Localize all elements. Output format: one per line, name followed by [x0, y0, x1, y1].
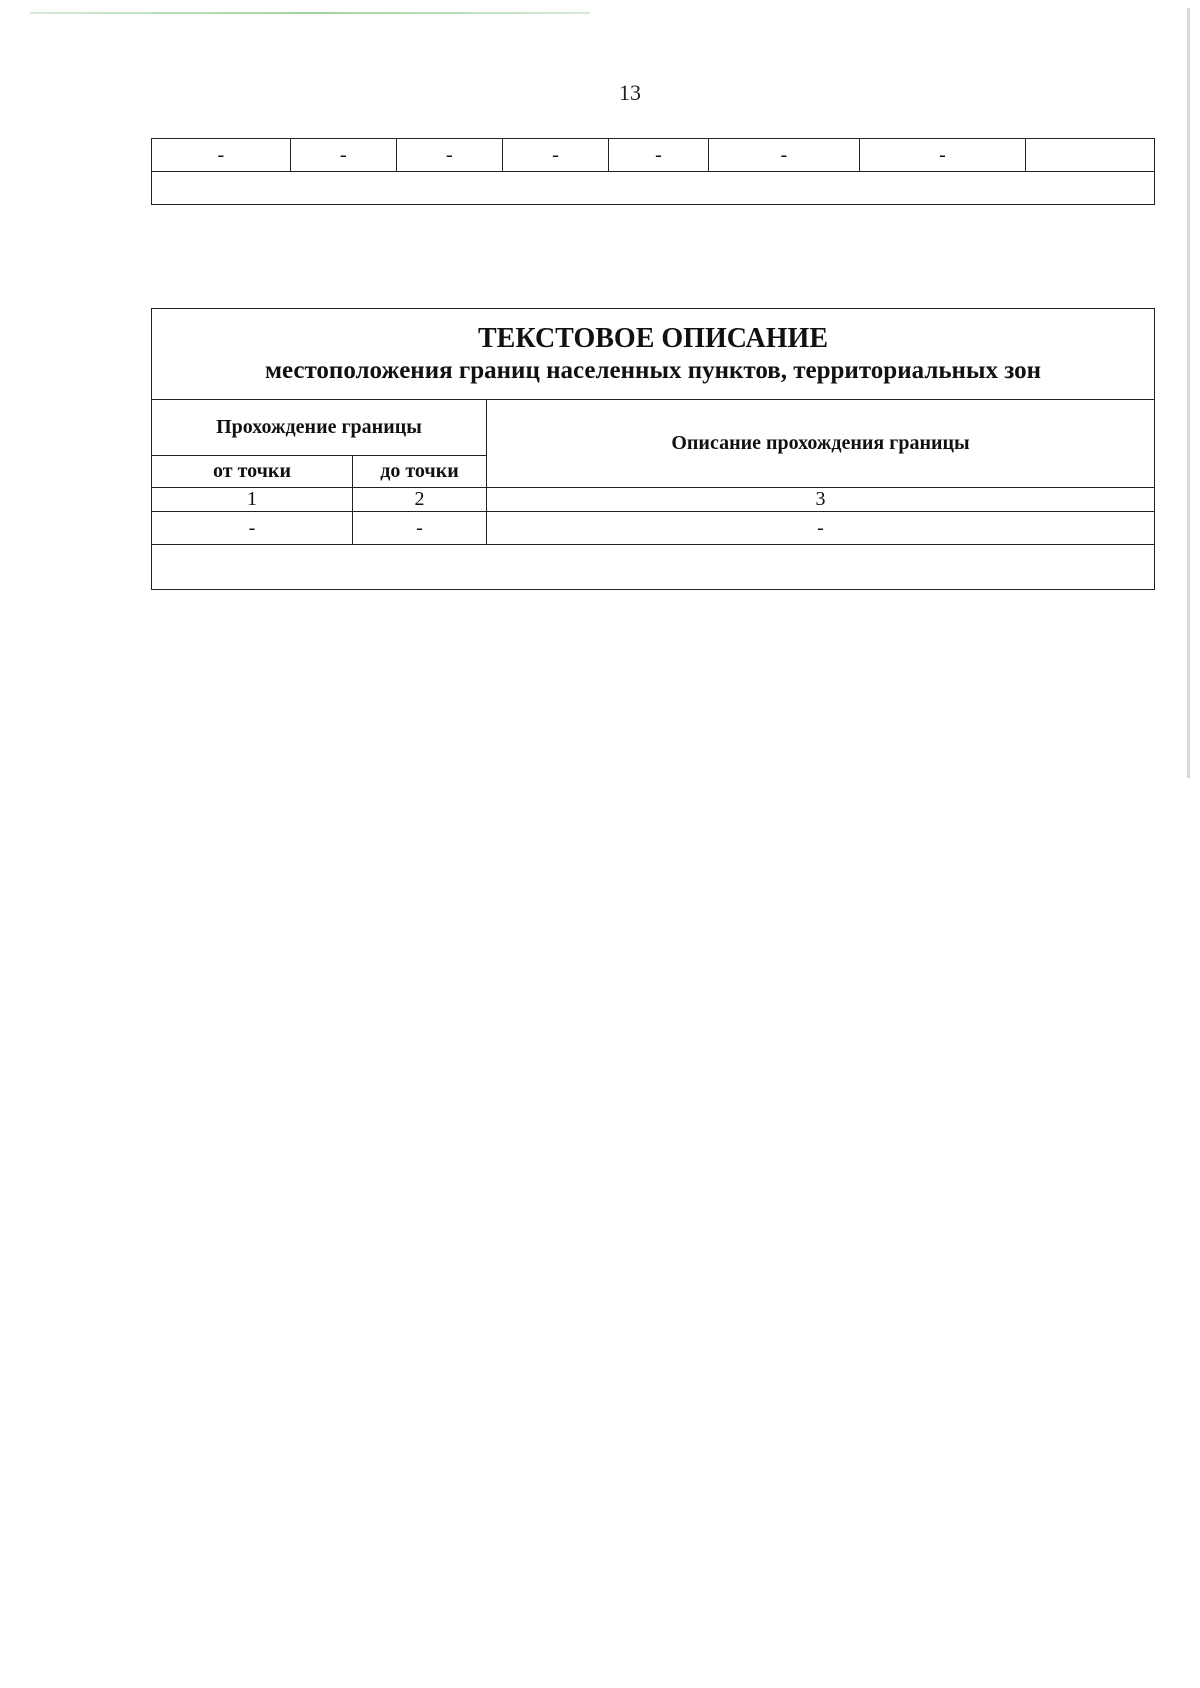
top-table-cell: -: [502, 139, 608, 172]
table-cell-from: -: [152, 512, 353, 545]
top-table: [151, 138, 1155, 205]
table-title: ТЕКСТОВОЕ ОПИСАНИЕ: [477, 323, 828, 355]
top-table-cell: -: [396, 139, 502, 172]
top-table-row: [152, 172, 1155, 205]
table-empty-cell: [152, 545, 1155, 590]
header-description: Описание прохождения границы: [487, 400, 1155, 488]
header-passage: Прохождение границы: [152, 400, 487, 456]
table-cell-description: -: [487, 512, 1155, 545]
scan-top-line: [30, 12, 590, 14]
page-number: 13: [619, 80, 641, 105]
top-table-cell: -: [152, 139, 291, 172]
scan-right-edge: [1187, 8, 1190, 778]
top-table-cell: -: [709, 139, 860, 172]
text-description-table: [151, 308, 1155, 590]
table-row: [152, 512, 1155, 545]
table-title-row: [152, 309, 1155, 400]
top-table-cell: -: [290, 139, 396, 172]
top-table-cell: [1026, 139, 1155, 172]
column-number: 1: [152, 488, 353, 512]
header-row: [152, 400, 1155, 456]
top-table-cell: -: [859, 139, 1025, 172]
top-table-empty-cell: [152, 172, 1155, 205]
column-number: 3: [487, 488, 1155, 512]
table-subtitle: местоположения границ населенных пунктов, территориальных зон: [264, 356, 1042, 384]
header-from-point: от точки: [152, 456, 353, 488]
column-number: 2: [353, 488, 487, 512]
top-table-row: [152, 139, 1155, 172]
table-empty-row: [152, 545, 1155, 590]
header-to-point: до точки: [353, 456, 487, 488]
top-table-cell: -: [608, 139, 708, 172]
column-number-row: [152, 488, 1155, 512]
table-title-cell: [152, 309, 1155, 400]
table-cell-to: -: [353, 512, 487, 545]
